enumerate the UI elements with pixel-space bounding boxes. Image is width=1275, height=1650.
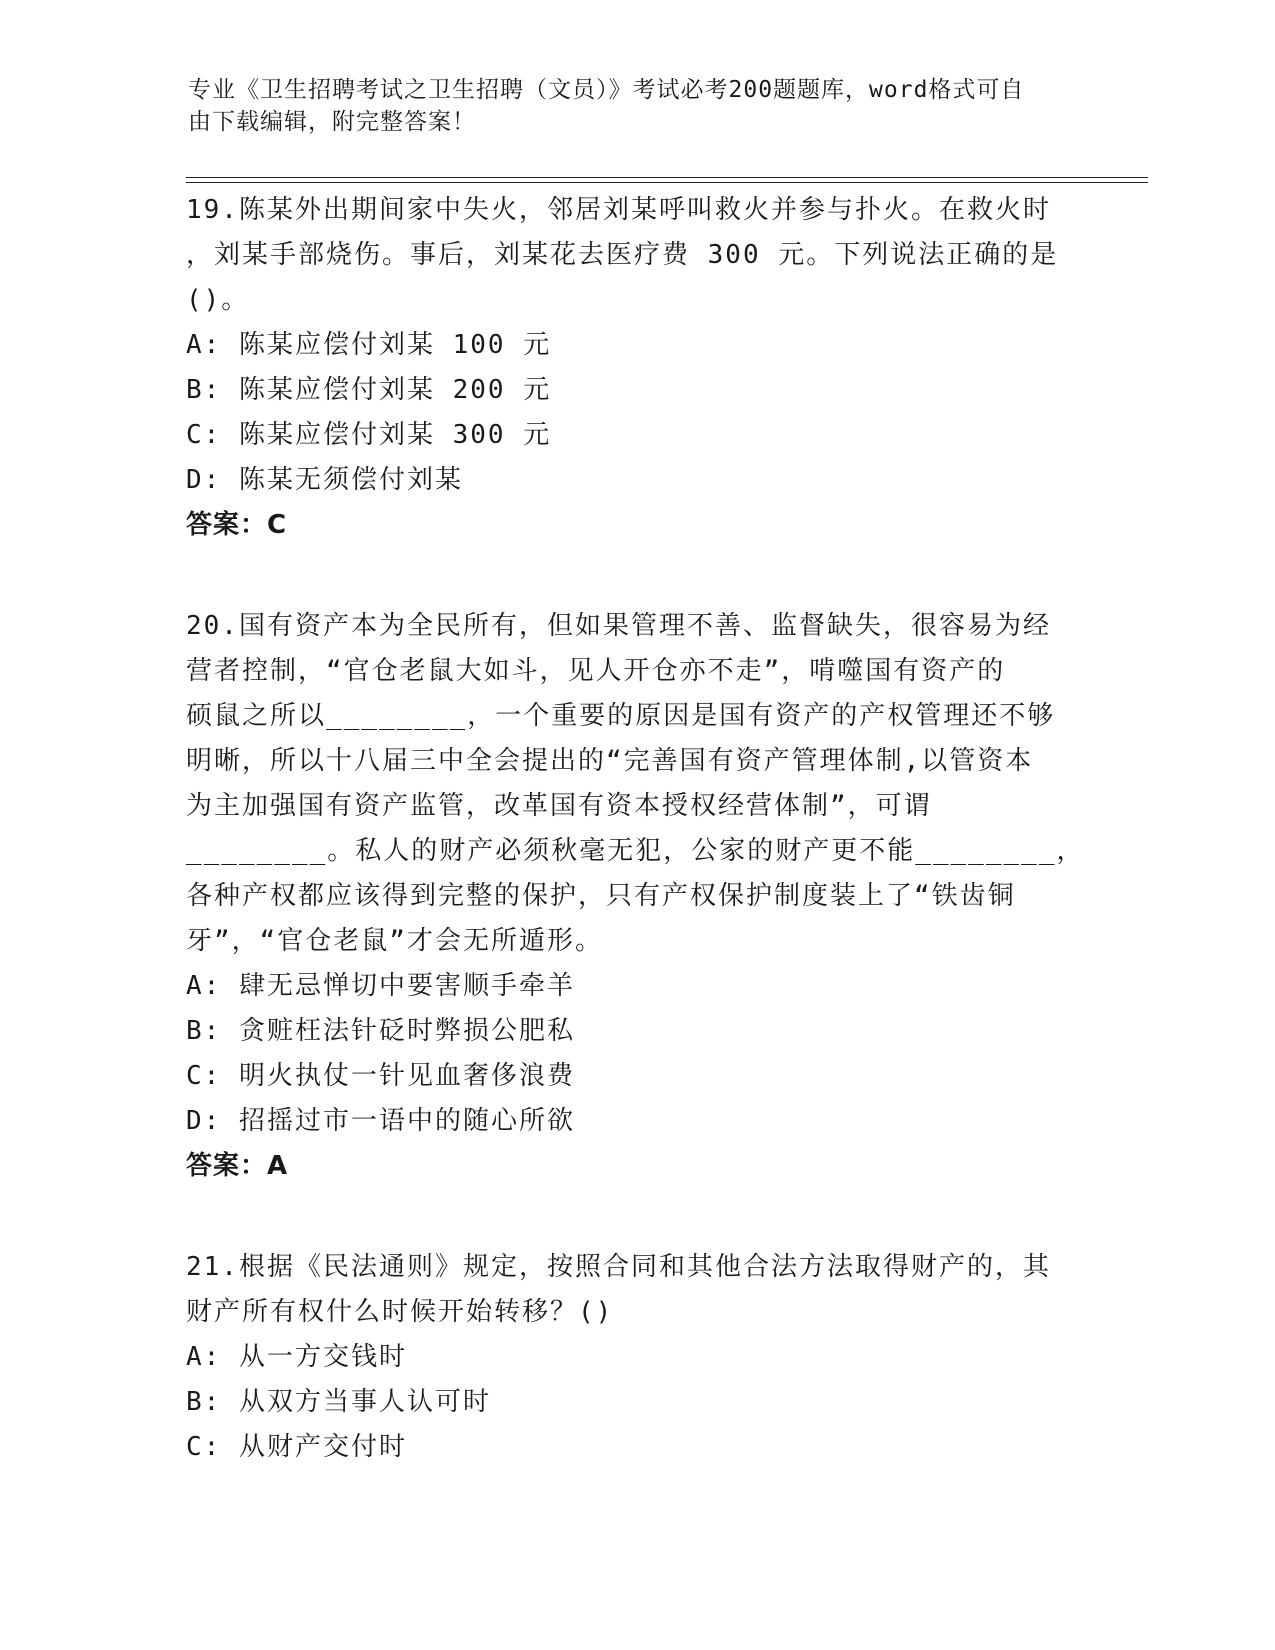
- question-19: [186, 188, 1086, 548]
- question-spacer: [186, 1189, 1086, 1245]
- option-c: C: 陈某应偿付刘某 300 元: [186, 420, 552, 450]
- option-a: A: 陈某应偿付刘某 100 元: [186, 330, 552, 360]
- header-line-1: 专业《卫生招聘考试之卫生招聘（文员）》考试必考200题题库，word格式可自: [188, 77, 1025, 103]
- option-a: A: 肆无忌惮切中要害顺手牵羊: [186, 971, 575, 1001]
- question-text-line: 明晰，所以十八届三中全会提出的“完善国有资产管理体制,以管资本: [186, 746, 1034, 776]
- header-divider-top: [186, 177, 1148, 178]
- question-text-line: 19.陈某外出期间家中失火，邻居刘某呼叫救火并参与扑火。在救火时: [186, 195, 1051, 225]
- document-header: [188, 74, 1088, 138]
- question-list: [186, 188, 1086, 1470]
- option-d: D: 陈某无须偿付刘某: [186, 465, 463, 495]
- question-spacer: [186, 548, 1086, 604]
- question-text-line: 各种产权都应该得到完整的保护，只有产权保护制度装上了“铁齿铜: [186, 881, 1016, 911]
- answer-label: 答案：A: [186, 1151, 289, 1181]
- question-20: [186, 604, 1086, 1189]
- option-d: D: 招摇过市一语中的随心所欲: [186, 1106, 575, 1136]
- option-a: A: 从一方交钱时: [186, 1342, 407, 1372]
- option-c: C: 从财产交付时: [186, 1432, 407, 1462]
- header-line-2: 由下载编辑，附完整答案！: [188, 109, 476, 135]
- question-text-line: ________。私人的财产必须秋毫无犯，公家的财产更不能________，: [186, 836, 1085, 866]
- question-text-line: ，刘某手部烧伤。事后，刘某花去医疗费 300 元。下列说法正确的是: [186, 240, 1059, 270]
- question-text-line: 营者控制，“官仓老鼠大如斗，见人开仓亦不走”，啃噬国有资产的: [186, 656, 1006, 686]
- header-divider-bottom: [186, 182, 1148, 183]
- option-b: B: 陈某应偿付刘某 200 元: [186, 375, 552, 405]
- option-b: B: 贪赃枉法针砭时弊损公肥私: [186, 1016, 575, 1046]
- question-text-line: 财产所有权什么时候开始转移？(): [186, 1297, 614, 1327]
- question-text-line: 为主加强国有资产监管，改革国有资本授权经营体制”，可谓: [186, 791, 932, 821]
- answer-label: 答案：C: [186, 510, 288, 540]
- question-text-line: 21.根据《民法通则》规定，按照合同和其他合法方法取得财产的，其: [186, 1252, 1051, 1282]
- question-text-line: ()。: [186, 285, 250, 315]
- option-c: C: 明火执仗一针见血奢侈浪费: [186, 1061, 575, 1091]
- question-text-line: 牙”，“官仓老鼠”才会无所遁形。: [186, 926, 603, 956]
- question-21: [186, 1245, 1086, 1470]
- question-text-line: 硕鼠之所以________，一个重要的原因是国有资产的产权管理还不够: [186, 701, 1056, 731]
- question-text-line: 20.国有资产本为全民所有，但如果管理不善、监督缺失，很容易为经: [186, 611, 1051, 641]
- option-b: B: 从双方当事人认可时: [186, 1387, 491, 1417]
